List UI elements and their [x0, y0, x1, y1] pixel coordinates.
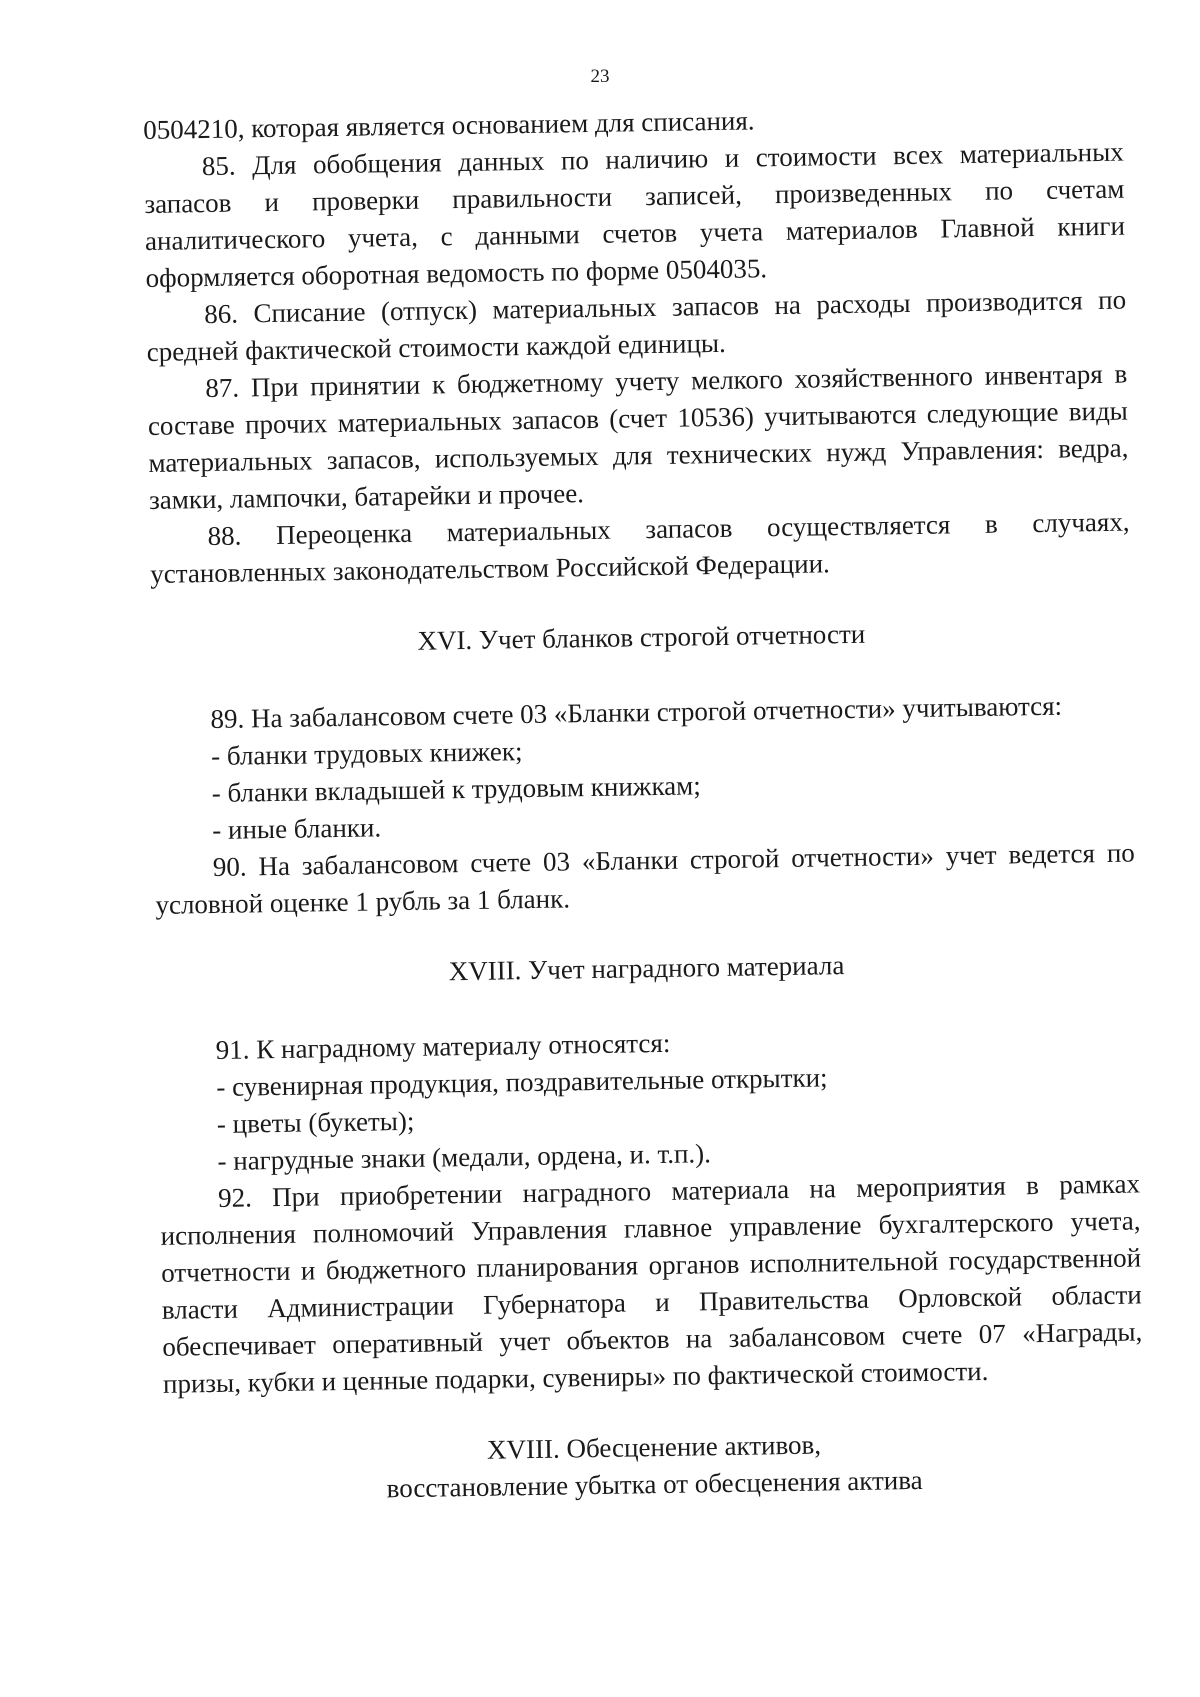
paragraph-89: 89. На забалансовом счете 03 «Бланки строгой отчетности» учитываются:	[210, 690, 1063, 735]
paragraph-87: 87. При принятии к бюджетному учету мелкого хозяйственного инвентаря в составе прочих материальных запасов (счет 10536) учитываются следующие виды материальных запасов, используемых для технических нужд Управления: ведра, замки, лампочки, батарейки и прочее.	[147, 358, 1129, 515]
section-heading-xvii: XVIII. Учет наградного материала	[448, 950, 845, 987]
list-item: - бланки вкладышей к трудовым книжкам;	[211, 770, 701, 809]
list-item: - нагрудные знаки (медали, ордена, и. т.п.).	[217, 1138, 712, 1176]
list-item: - иные бланки.	[212, 812, 382, 845]
paragraph-92: 92. При приобретении наградного материала на мероприятия в рамках исполнения полномочий Управления главное управление бухгалтерского учета, отчетности и бюджетного планирования органов исполнительной государственной власти Администрации Губернатора и Правительства Орловской области обеспечивает оперативный учет объектов на забалансовом счете 07 «Награды, призы, кубки и ценные подарки, сувениры» по фактической стоимости.	[160, 1168, 1143, 1399]
section-heading-xviii-subtitle: восстановление убытка от обесценения актива	[386, 1464, 923, 1504]
paragraph-91: 91. К наградному материалу относятся:	[215, 1027, 671, 1065]
paragraph-86: 86. Списание (отпуск) материальных запасов на расходы производится по средней фактической стоимости каждой единицы.	[146, 284, 1127, 367]
document-body	[143, 97, 1145, 1511]
page-number: 23	[590, 66, 610, 87]
section-heading-xvi: XVI. Учет бланков строгой отчетности	[417, 618, 866, 656]
list-item: - сувенирная продукция, поздравительные открытки;	[216, 1062, 828, 1102]
list-item: - цветы (букеты);	[216, 1105, 415, 1139]
paragraph-88: 88. Переоценка материальных запасов осуществляется в случаях, установленных законодательством Российской Федерации.	[150, 506, 1130, 589]
paragraph-90: 90. На забалансовом счете 03 «Бланки строгой отчетности» учет ведется по условной оценке 1 рубль за 1 бланк.	[155, 837, 1135, 920]
list-item: - бланки трудовых книжек;	[210, 736, 523, 772]
paragraph-85: 85. Для обобщения данных по наличию и стоимости всех материальных запасов и проверки правильности записей, произведенных по счетам аналитического учета, с данными счетов учета материалов Главной книги оформляется оборотная ведомость по форме 0504035.	[144, 136, 1126, 293]
section-heading-xviii: XVIII. Обесценение активов,	[486, 1429, 822, 1465]
paragraph-continuation: 0504210, которая является основанием для списания.	[143, 105, 755, 145]
